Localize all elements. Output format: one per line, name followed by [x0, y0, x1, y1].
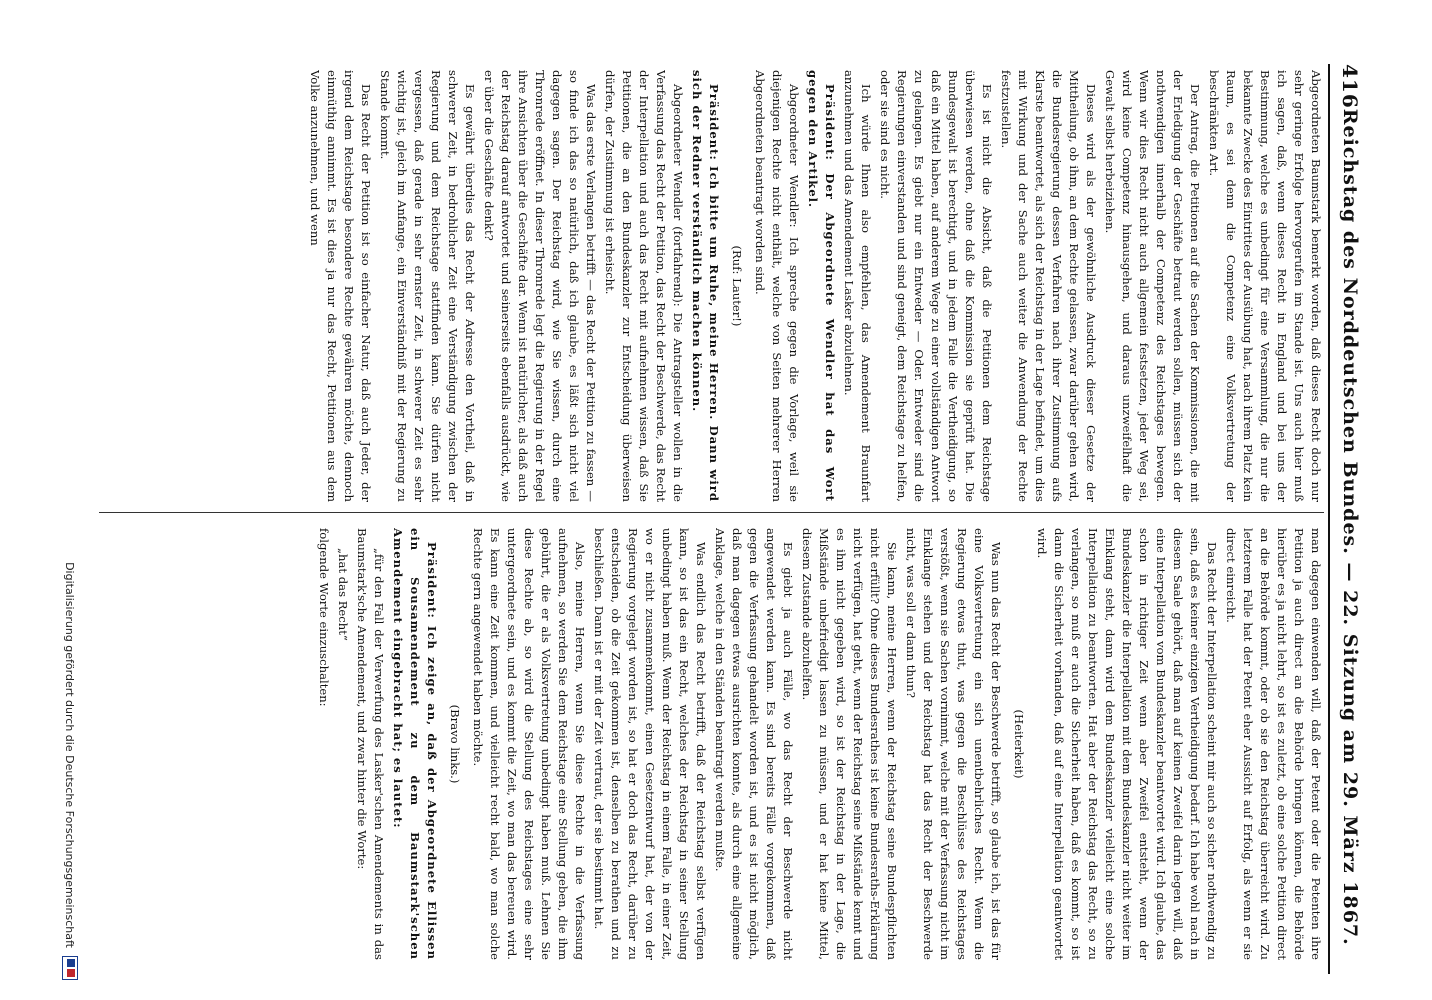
- paragraph: Was das erste Verlangen betrifft — das Recht der Petition zu fassen — so finde ich das so natürlich, daß ich glaube, es läßt sich nicht viel dagegen sagen. Der Reichstag wird, wie Sie wissen, durch eine Thronrede eröffnet. In dieser Thronrede legt die Regierung in der Regel ihre Ansichten über die Geschäfte dar. Wenn ist natürlicher, als daß auch der Reichstag darauf antwortet und seinerseits ebenfalls ausdrückt, wie er über die Geschäfte denkt?: [482, 70, 598, 502]
- interjection: (Ruf: Lauter!): [730, 245, 744, 327]
- digitization-credit: [58, 0, 82, 1000]
- quoted-paragraph: „für den Fall der Verwerfung des Lasker'schen Amendements in das Baumstark'sche Amendement, und zwar hinter die Worte:: [355, 528, 386, 960]
- paragraph: Also, meine Herren, wenn Sie diese Rechte in die Verfassung aufnehmen, so werden Sie dem Reichstage eine Stellung geben, die ihm gebührt, die er als Volksvertretung unbedingt haben muß. Lehnen Sie diese Rechte ab, so wird die Stellung des Reichstages eine sehr untergeordnete sein, und es kommt die Zeit, wo man das bereuen wird. Es kann eine Zeit kommen, und vielleicht recht bald, wo man solche Rechte gern angewendet haben möchte.: [471, 528, 587, 960]
- page-title: Reichstag des Norddeutschen Bundes. — 22. Sitzung am 29. März 1867.: [1339, 108, 1361, 946]
- interjection: (Bravo links.): [448, 704, 462, 784]
- credit-text: Digitalisierung gefördert durch die Deutsche Forschungsgemeinschaft: [63, 562, 77, 948]
- speaker-paragraph: Präsident: Ich zeige an, daß der Abgeordnete Ellissen ein Sousamendement zu dem Baumstark'schen Amendement eingebracht hat; es lautet:: [391, 528, 439, 960]
- speaker-paragraph: Präsident: Ich bitte um Ruhe, meine Herren. Dann wird sich der Redner verständlich machen können.: [690, 70, 721, 502]
- page-header: [1328, 64, 1370, 974]
- paragraph: Dieses wird als der gewöhnliche Ausdruck dieser Gesetze der Mittheilung, ob ihm, an dem Rechte gelassen, zwar darüber gehen wird, die Bundesregierung dessen Verfahren nach ihrer Zustimmung aufs Klarste beantwortet, als sich der Reichstag in der Lage befindet, um dies mit Wirkung und der Sache auch weiter die Anwendung der Rechte festzustellen.: [999, 70, 1098, 502]
- paragraph: Ich würde Ihnen also empfehlen, das Amendement Braunfart anzunehmen und das Amendement Lasker abzulehnen.: [842, 70, 873, 502]
- paragraph: Das Recht der Petition ist so einfacher Natur, daß auch Jeder, der irgend dem Reichstage besondere Rechte gewähren möchte, dennoch einmüthig annimmt. Es ist dies ja nur das Recht, Petitionen aus dem Volke anzunehmen, und wenn: [308, 70, 373, 502]
- paragraph: Abgeordneter Wendler (fortfahrend): Die Antragsteller wollen in die Verfassung das Recht der Petition, das Recht der Beschwerde, das Recht der Interpellation und auch das Recht mit aufnehmen wissen, daß Sie Petitionen, die an den Bundeskanzler zur Entscheidung überweisen dürfen, der Zustimmung ist erheischt.: [603, 70, 685, 502]
- page-number: 416: [1338, 64, 1362, 109]
- paragraph: Es giebt ja auch Fälle, wo das Recht der Beschwerde nicht angewendet werden kann. Es sind bereits Fälle vorgekommen, daß gegen die Verfassung gehandelt worden ist, und es ist nicht möglich, daß man dagegen etwas ausrichten konnte, als durch eine allgemeine Anklage, welche in den Ständen beantragt werden mußte.: [713, 528, 795, 960]
- column-divider: [99, 512, 1324, 513]
- right-column: [99, 528, 1324, 960]
- left-column: [99, 70, 1324, 502]
- paragraph: Das Recht der Interpellation scheint mir auch so sicher nothwendig zu sein, daß es keiner einzigen Vertheidigung bedarf. Ich habe wohl nach in diesem Saale gehört, daß man auf keinen Zweifel darin legen will, daß eine Interpellation vom Bundeskanzler beantwortet wird. Ich glaube, das schon in richtiger Zeit wenn aber Zweifel entsteht, wenn der Bundeskanzler die Interpellation mit dem Bundeskanzler nicht weiter im Einklang steht, dann wird dem Bundeskanzler vielleicht eine solche Interpellation zu beantworten. Hat aber der Reichstag das Recht, so zu verlangen, so muß er auch die Sicherheit haben, daß es kommt, so ist dann die Sicherheit vorhanden, daß auf eine Interpellation geantwortet wird.: [1035, 528, 1219, 960]
- dfg-logo-icon: [62, 956, 78, 980]
- paragraph: man dagegen einwenden will, daß der Petent oder die Petenten ihre Petition ja auch direct an die Behörde bringen können, die Behörde hierüber es ja nicht lehrt, so ist es zuletzt, ob eine solche Petition direct an die Behörde kommt, oder ob sie den Reichstag überreicht wird. Zu letzterem Falle hat der Petent eher Aussicht auf Erfolg, als wenn er sie direct einreicht.: [1224, 528, 1323, 960]
- paragraph: Was nun das Recht der Beschwerde betrifft, so glaube ich, ist das für eine Volksvertretung ein sich unentbehrliches Recht. Wenn die Regierung etwas thut, was gegen die Beschlüsse des Reichstages verstößt, wenn sie Sachen vornimmt, welche mit der Verfassung nicht im Einklange stehen und der Reichstag hat das Recht der Beschwerde nicht, was soll er dann thun?: [904, 528, 1003, 960]
- paragraph: folgende Worte einzuschalten:: [317, 528, 331, 707]
- paragraph: Abgeordneter Wendler: Ich spreche gegen die Vorlage, weil sie diejenigen Rechte nicht enthält, welche von Seiten mehrerer Herren Abgeordneten beantragt worden sind.: [753, 70, 801, 502]
- interjection: (Heiterkeit): [1012, 709, 1026, 779]
- paragraph: Was endlich das Recht betrifft, daß der Reichstag selbst verfügen kann, so ist das ein Recht, welches der Reichstag in seiner Stellung unbedingt haben muß. Wenn der Reichstag in einem Falle, in einer Zeit, wo er nicht zusammenkommt, einen Gesetzentwurf hat, der von der Regierung vorgelegt worden ist, so hat er doch das Recht, darüber zu entscheiden, ob die Zeit gekommen ist, denselben zu berathen und zu beschließen. Dann ist er mit der Zeit vertraut, der sie bestimmt hat.: [592, 528, 708, 960]
- paragraph: Sie kann, meine Herren, wenn der Reichstag seine Bundespflichten nicht erfüllt? Ohne dieses Bundesrathes ist keine Bundesraths-Erklärung nicht verfügen, hat geht, wenn der Reichstag seine Mißstände kennt und es ihm nicht gegeben wird, so ist der Reichstag in der Lage, die Mißstände unbefriedigt lassen zu müssen, und er hat keine Mittel, diesem Zustande abzuhelfen.: [800, 528, 899, 960]
- paragraph: Es ist nicht die Absicht, daß die Petitionen dem Reichstage überwiesen werden, ohne daß die Kommission sie geprüft hat. Die Bundesgewalt ist berechtigt, und in jedem Falle die Vertheidigung, so daß ein Mittel haben, auf anderem Wege zu einer vollständigen Antwort zu gelangen. Es giebt nur ein Entweder — Oder. Entweder sind die Regierungen einverstanden und sind geneigt, dem Reichstage zu helfen, oder sie sind es nicht.: [878, 70, 994, 502]
- paragraph: Der Antrag, die Petitionen auf die Sachen der Kommissionen, die mit der Erledigung der Geschäfte betraut werden sollen, müssen sich der nothwendigen innerhalb der Competenz des Reichstages bewegen. Wenn wir dies Recht nicht auch allgemein festsetzen, jeder Weg sei, wird keine Competenz hinausgehen, und daraus unzweifelhaft die Gewalt selbst herbeiziehen.: [1103, 70, 1202, 502]
- speaker-paragraph: Präsident: Der Abgeordnete Wendler hat das Wort gegen den Artikel.: [806, 70, 837, 502]
- paragraph: Abgeordneten Baumstark bemerkt worden, daß dieses Recht doch nur sehr geringe Erfolge hervorgerufen im Stande ist. Uns auch hier muß ich sagen, daß, wenn dieses Recht in England und bei uns der Bestimmung, welche es unbedingt für eine Versammlung, die nur die bekannte Zwecke des Eintrittes der Ausübung hat, nach ihrem Platz kein Raum, es sei denn die Competenz eine Volksvertretung der beschränkten Art.: [1207, 70, 1323, 502]
- quoted-paragraph: „hat das Recht“: [336, 548, 350, 641]
- paragraph: Es gewährt überdies das Recht der Adresse den Vortheil, daß in schwerer Zeit, in bedrohlicher Zeit eine Verständigung zwischen der Regierung und dem Reichstage stattfinden kann. Sie dürfen nicht vergessen, daß gerade in sehr ernster Zeit, in schwerer Zeit es sehr wichtig ist, gleich im Anfange, ein Einverständniß mit der Regierung zu Stande kommt.: [378, 70, 477, 502]
